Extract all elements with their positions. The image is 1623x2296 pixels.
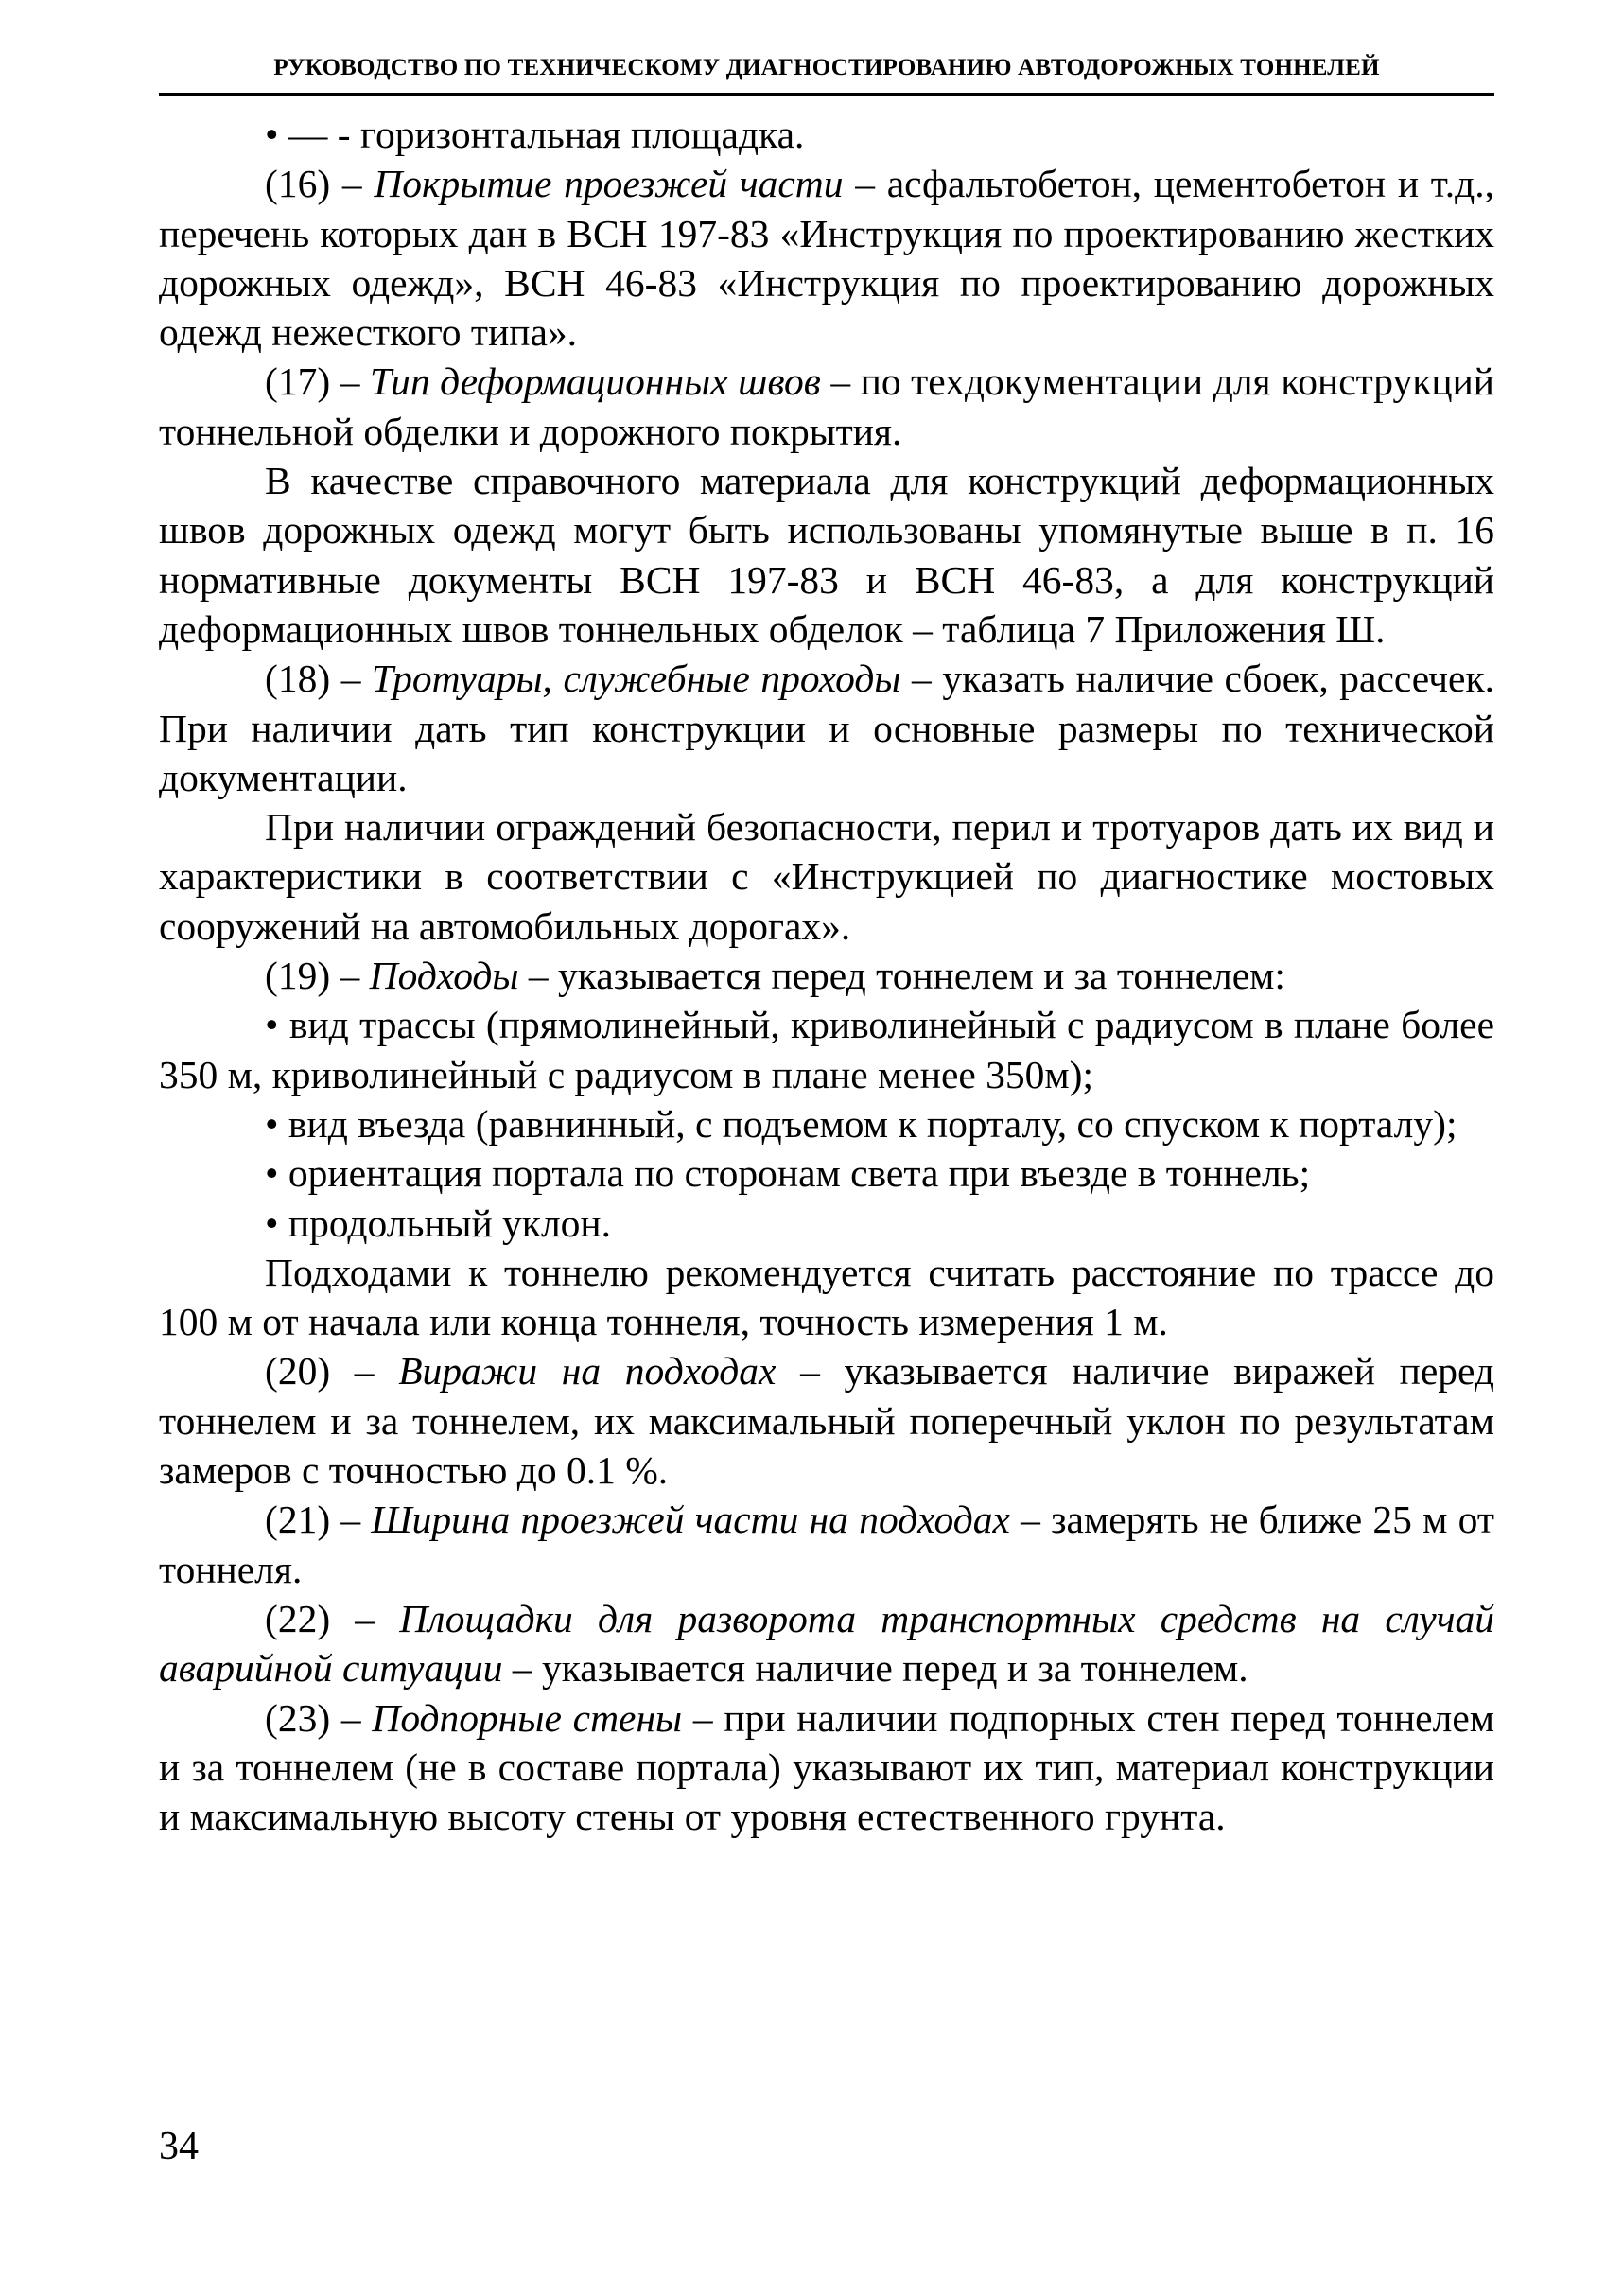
term-22: Площадки для разворота транспортных средств на случай аварийной ситуации — [159, 1596, 1495, 1691]
paragraph-21: (21) – Ширина проезжей части на подходах – замерять не ближе 25 м от тоннеля. — [159, 1498, 1495, 1591]
paragraph-23: (23) – Подпорные стены – при наличии подпорных стен перед тоннелем и за тоннелем (не в составе портала) указывают их тип, материал конструкции и максимальную высоту стены от уровня естественного грунта. — [159, 1695, 1494, 1839]
bullet-portal-orientation: • ориентация портала по сторонам света при въезде в тоннель; — [265, 1151, 1311, 1196]
term-23: Подпорные стены — [372, 1695, 683, 1740]
paragraph-16: (16) – Покрытие проезжей части – асфальтобетон, цементобетон и т.д., перечень которых дан в ВСН 197-83 «Инструкция по проектированию жестких дорожных одежд», ВСН 46-83 «Инструкция по проектированию дорожных одежд нежесткого типа». — [159, 162, 1495, 355]
paragraph-approaches-distance: Подходами к тоннелю рекомендуется считать расстояние по трассе до 100 м от начала или конца тоннеля, точность измерения 1 м. — [159, 1250, 1494, 1344]
paragraph-18: (18) – Тротуары, служебные проходы – указать наличие сбоек, рассечек. При наличии дать тип конструкции и основные размеры по технической документации. — [159, 657, 1495, 799]
bullet-entry-type: • вид въезда (равнинный, с подъемом к порталу, со спуском к порталу); — [265, 1101, 1457, 1146]
paragraph-reference-material: В качестве справочного материала для конструкций деформационных швов дорожных одежд могут быть использованы упомянутые выше в п. 16 нормативные документы ВСН 197-83 и ВСН 46-83, а для конструкций деформационных швов тоннельных обделок – таблица 7 Приложения Ш. — [159, 459, 1494, 651]
term-17: Тип деформационных швов — [370, 359, 821, 404]
bullet-longitudinal-slope: • продольный уклон. — [265, 1201, 612, 1245]
paragraph-22: (22) – Площадки для разворота транспортных средств на случай аварийной ситуации – указывается наличие перед и за тоннелем. — [159, 1596, 1495, 1691]
paragraph-17: (17) – Тип деформационных швов – по техдокументации для конструкций тоннельной обделки и дорожного покрытия. — [159, 359, 1495, 453]
body-text — [159, 110, 1494, 1841]
term-19: Подходы — [369, 954, 519, 998]
term-16: Покрытие проезжей части — [374, 162, 844, 206]
bullet-route-type: • вид трассы (прямолинейный, криволинейный с радиусом в плане более 350 м, криволинейный с радиусом в плане менее 350м); — [159, 1003, 1494, 1096]
term-20: Виражи на подходах — [398, 1349, 777, 1393]
term-21: Ширина проезжей части на подходах — [371, 1498, 1010, 1542]
page-number: 34 — [159, 2125, 199, 2168]
header-rule — [159, 93, 1494, 96]
running-header: РУКОВОДСТВО ПО ТЕХНИЧЕСКОМУ ДИАГНОСТИРОВАНИЮ АВТОДОРОЖНЫХ ТОННЕЛЕЙ — [273, 55, 1380, 80]
paragraph-bullet-horizontal: • — - горизонтальная площадка. — [265, 113, 805, 156]
paragraph-20: (20) – Виражи на подходах – указывается наличие виражей перед тоннелем и за тоннелем, их максимальный поперечный уклон по результатам замеров с точностью до 0.1 %. — [159, 1349, 1494, 1493]
paragraph-19: (19) – Подходы – указывается перед тоннелем и за тоннелем: — [265, 954, 1285, 998]
term-18: Тротуары, служебные проходы — [372, 657, 901, 701]
paragraph-barriers: При наличии ограждений безопасности, перил и тротуаров дать их вид и характеристики в соответствии с «Инструкцией по диагностике мостовых сооружений на автомобильных дорогах». — [159, 805, 1494, 948]
